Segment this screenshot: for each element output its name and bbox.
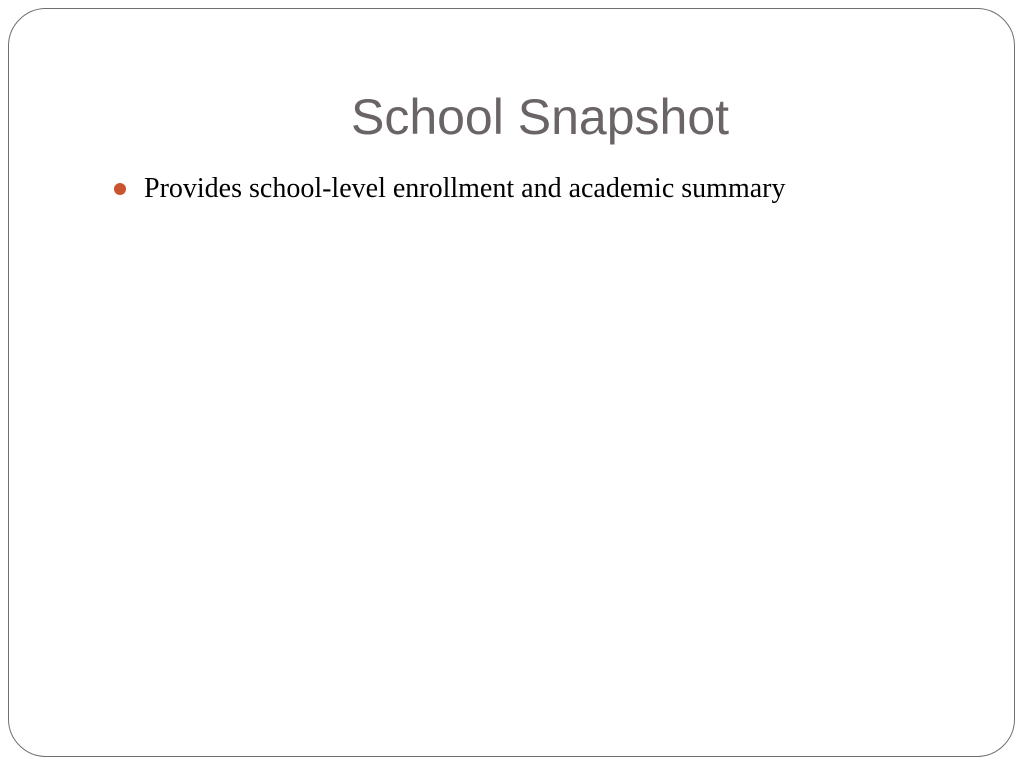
slide-title: School Snapshot (350, 89, 730, 145)
bullet-dot-icon (114, 183, 126, 195)
bullet-item (112, 168, 785, 210)
bullet-list (112, 168, 785, 210)
bullet-text: Provides school-level enrollment and academic summary (144, 173, 786, 204)
